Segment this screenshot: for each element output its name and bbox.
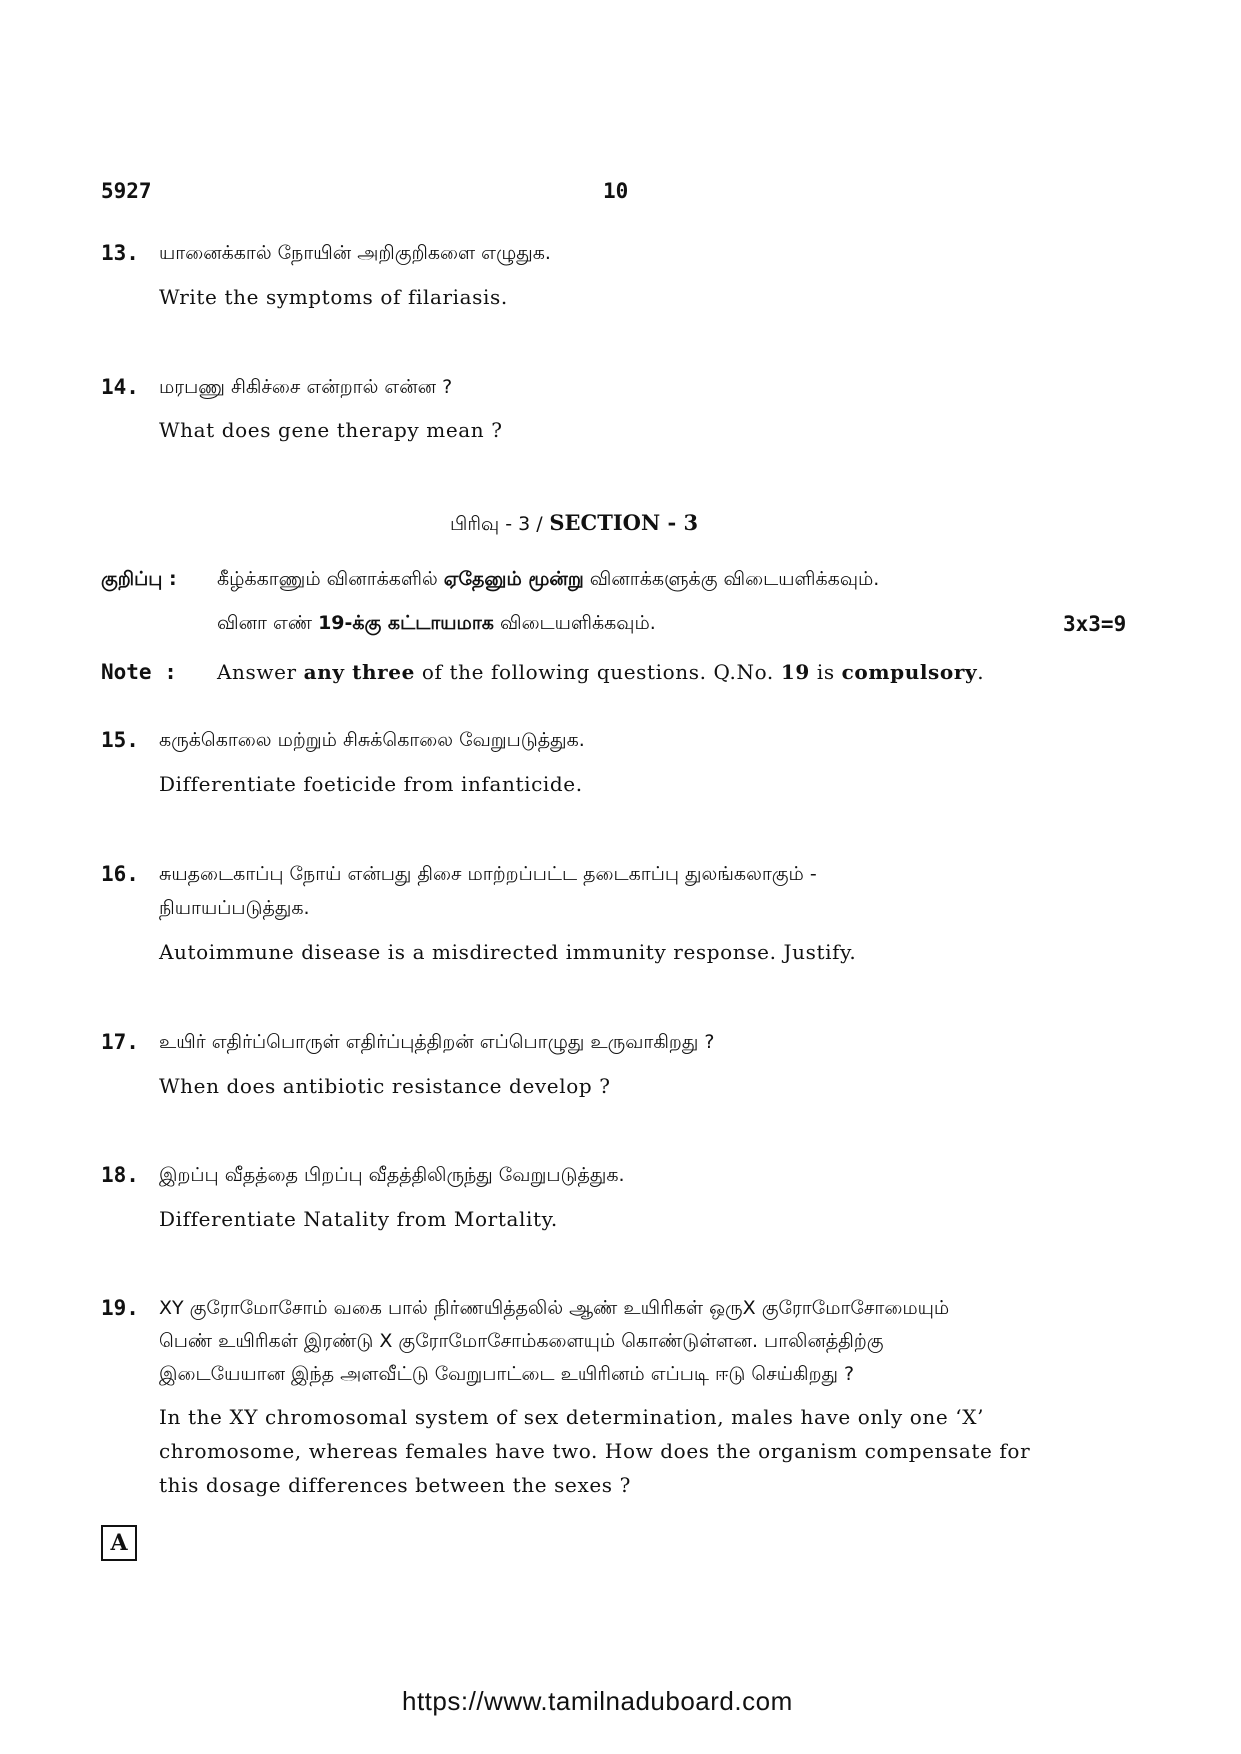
- question-16-tamil-line-2: நியாயப்படுத்துக.: [159, 897, 310, 919]
- question-15-tamil: கருக்கொலை மற்றும் சிசுக்கொலை வேறுபடுத்துக.: [159, 729, 585, 751]
- section-heading-tamil: பிரிவு - 3 /: [450, 513, 543, 535]
- note-text-mid: of the following questions. Q.No.: [414, 660, 781, 684]
- note-emphasis-any-three: any three: [303, 660, 415, 684]
- question-19-tamil-line-3: இடையேயான இந்த அளவீட்டு வேறுபாட்டை உயிரினம் எப்படி ஈடு செய்கிறது ?: [159, 1363, 855, 1385]
- question-13-tamil: யானைக்கால் நோயின் அறிகுறிகளை எழுதுக.: [159, 242, 551, 264]
- question-number-13: 13.: [101, 241, 139, 265]
- note-emphasis-compulsory: compulsory: [841, 660, 978, 684]
- tamil-note-line-1: [217, 568, 879, 593]
- question-number-15: 15.: [101, 728, 139, 752]
- question-18-english: Differentiate Natality from Mortality.: [159, 1207, 558, 1231]
- question-number-19: 19.: [101, 1296, 139, 1320]
- question-18-tamil: இறப்பு வீதத்தை பிறப்பு வீதத்திலிருந்து வேறுபடுத்துக.: [159, 1164, 625, 1186]
- question-15-english: Differentiate foeticide from infanticide.: [159, 772, 583, 796]
- page-number: 10: [603, 179, 629, 203]
- question-number-14: 14.: [101, 375, 139, 399]
- tamil-note-line-2-pre: வினா எண்: [217, 612, 319, 634]
- note-emphasis-question-19: 19: [780, 660, 810, 684]
- question-17-tamil: உயிர் எதிர்ப்பொருள் எதிர்ப்புத்திறன் எப்பொழுது உருவாகிறது ?: [159, 1031, 715, 1053]
- note-text-pre: Answer: [217, 660, 304, 684]
- tamil-note-line-2-post: விடையளிக்கவும்.: [493, 612, 656, 634]
- question-number-16: 16.: [101, 862, 139, 886]
- note-text-end: .: [977, 660, 985, 684]
- question-19-tamil-line-2: பெண் உயிரிகள் இரண்டு X குரோமோசோம்களையும் கொண்டுள்ளன. பாலினத்திற்கு: [159, 1330, 884, 1352]
- tamil-note-label: குறிப்பு :: [101, 568, 177, 590]
- tamil-note-line-1-pre: கீழ்க்காணும் வினாக்களில்: [217, 568, 444, 590]
- question-19-english-line-2: chromosome, whereas females have two. How does the organism compensate for: [159, 1439, 1031, 1463]
- note-text-mid-2: is: [809, 660, 842, 684]
- question-19-english-line-3: this dosage differences between the sexes ?: [159, 1473, 631, 1497]
- question-number-17: 17.: [101, 1030, 139, 1054]
- question-13-english: Write the symptoms of filariasis.: [159, 285, 508, 309]
- footer-url: https://www.tamilnaduboard.com: [402, 1686, 793, 1716]
- tamil-note-emphasis-any-three: ஏதேனும் மூன்று: [443, 568, 584, 590]
- tamil-note-emphasis-compulsory: 19-க்கு கட்டாயமாக: [318, 612, 494, 634]
- paper-version-box: [101, 1525, 137, 1561]
- question-number-18: 18.: [101, 1163, 139, 1187]
- section-heading-english: SECTION - 3: [549, 510, 699, 535]
- paper-version-letter: A: [110, 1530, 128, 1556]
- question-14-english: What does gene therapy mean ?: [159, 418, 503, 442]
- question-17-english: When does antibiotic resistance develop ?: [159, 1074, 611, 1098]
- section-heading: [450, 510, 698, 538]
- tamil-note-line-1-post: வினாக்களுக்கு விடையளிக்கவும்.: [583, 568, 880, 590]
- note-label: Note :: [101, 660, 177, 684]
- question-19-tamil-line-1: XY குரோமோசோம் வகை பால் நிர்ணயித்தலில் ஆண் உயிரிகள் ஒருX குரோமோசோமையும்: [159, 1297, 950, 1319]
- question-19-english-line-1: In the XY chromosomal system of sex determination, males have only one ‘X’: [159, 1405, 985, 1429]
- question-16-english: Autoimmune disease is a misdirected immunity response. Justify.: [159, 940, 857, 964]
- paper-code: 5927: [101, 179, 152, 203]
- note-text: [217, 660, 984, 684]
- section-marks: 3x3=9: [1063, 612, 1127, 636]
- question-16-tamil-line-1: சுயதடைகாப்பு நோய் என்பது திசை மாற்றப்பட்ட தடைகாப்பு துலங்கலாகும் -: [159, 863, 817, 885]
- tamil-note-line-2: [217, 612, 656, 637]
- question-14-tamil: மரபணு சிகிச்சை என்றால் என்ன ?: [159, 376, 453, 398]
